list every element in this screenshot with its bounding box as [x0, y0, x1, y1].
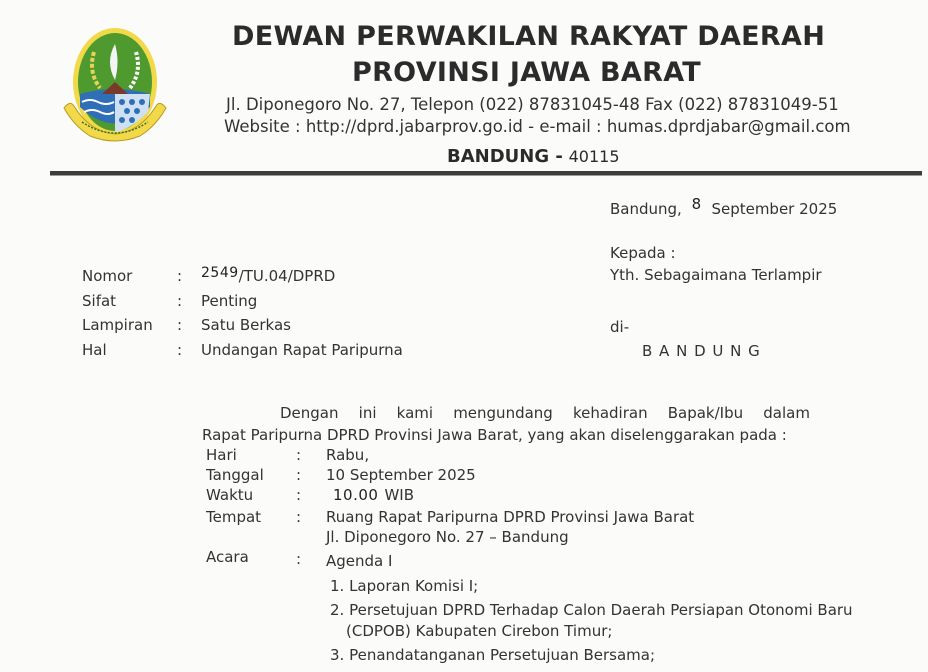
word: Bapak/Ibu	[667, 404, 744, 422]
city-label: BANDUNG -	[447, 146, 563, 167]
meta-sep: :	[177, 292, 183, 310]
meta-sep: :	[177, 341, 183, 359]
word: kehadiran	[572, 404, 648, 422]
nomor-handwritten: 2549	[201, 265, 239, 281]
detail-sep: :	[296, 508, 302, 526]
address-line: Jl. Diponegoro No. 27, Telepon (022) 87831045-48 Fax (022) 87831049-51	[226, 95, 839, 114]
recipient-di: di-	[610, 318, 630, 336]
agenda-item: 2. Persetujuan DPRD Terhadap Calon Daerah Persiapan Otonomi Baru	[330, 601, 853, 619]
letterhead-divider	[50, 171, 922, 176]
detail-value-hari: Rabu,	[326, 446, 370, 464]
city-postal	[447, 146, 620, 167]
agenda-item: 3. Penandatanganan Persetujuan Bersama;	[330, 646, 656, 664]
agenda-item: 1. Laporan Komisi I;	[330, 577, 479, 595]
detail-value-tempat: Ruang Rapat Paripurna DPRD Provinsi Jawa Barat	[326, 508, 695, 526]
website-email: Website : http://dprd.jabarprov.go.id - e-mail : humas.dprdjabar@gmail.com	[224, 117, 851, 136]
word: dalam	[763, 404, 810, 422]
detail-label-waktu: Waktu	[206, 486, 254, 504]
meta-label-hal: Hal	[82, 341, 107, 359]
meta-label-nomor: Nomor	[82, 267, 133, 285]
meta-value-nomor	[201, 267, 335, 285]
body-paragraph-line2: Rapat Paripurna DPRD Provinsi Jawa Barat, yang akan diselenggarakan pada :	[202, 426, 787, 444]
meta-label-sifat: Sifat	[82, 292, 117, 310]
detail-value-tempat-address: Jl. Diponegoro No. 27 – Bandung	[326, 528, 569, 546]
detail-value-acara: Agenda I	[326, 552, 393, 570]
nomor-suffix: /TU.04/DPRD	[238, 267, 336, 285]
recipient-kepada: Kepada :	[610, 244, 676, 262]
waktu-handwritten: 10.00	[333, 486, 379, 504]
postal-code: 40115	[568, 147, 620, 166]
date-city: Bandung,	[610, 200, 682, 218]
meta-value-hal: Undangan Rapat Paripurna	[201, 341, 403, 359]
word: Dengan	[280, 404, 339, 422]
meta-sep: :	[177, 316, 183, 334]
word: kami	[396, 404, 434, 422]
institution-title: DEWAN PERWAKILAN RAKYAT DAERAH	[232, 21, 826, 52]
detail-value-waktu	[333, 486, 414, 504]
detail-label-tempat: Tempat	[206, 508, 262, 526]
recipient-yth: Yth. Sebagaimana Terlampir	[610, 266, 822, 284]
word: mengundang	[453, 404, 553, 422]
letter-date	[610, 195, 838, 218]
contact-line	[224, 117, 851, 136]
detail-sep: :	[296, 550, 302, 568]
agenda-item-continuation: (CDPOB) Kabupaten Cirebon Timur;	[346, 622, 613, 640]
meta-sep: :	[177, 267, 183, 285]
detail-sep: :	[296, 466, 302, 484]
body-paragraph-line1	[280, 404, 810, 422]
word: ini	[358, 404, 377, 422]
meta-value-lampiran: Satu Berkas	[201, 316, 291, 334]
recipient-city: B A N D U N G	[642, 342, 761, 360]
detail-sep: :	[296, 446, 302, 464]
detail-value-tanggal: 10 September 2025	[326, 466, 476, 484]
emblem-icon	[60, 22, 170, 152]
meta-label-lampiran: Lampiran	[82, 316, 153, 334]
detail-sep: :	[296, 486, 302, 504]
waktu-zone: WIB	[384, 486, 414, 504]
meta-value-sifat: Penting	[201, 292, 258, 310]
date-day-handwritten: 8	[691, 195, 702, 213]
province-title: PROVINSI JAWA BARAT	[352, 57, 702, 88]
detail-label-acara: Acara	[206, 548, 249, 566]
date-month-year: September 2025	[711, 200, 838, 218]
provincial-emblem-logo	[60, 22, 170, 152]
detail-label-hari: Hari	[206, 446, 237, 464]
detail-label-tanggal: Tanggal	[206, 466, 264, 484]
